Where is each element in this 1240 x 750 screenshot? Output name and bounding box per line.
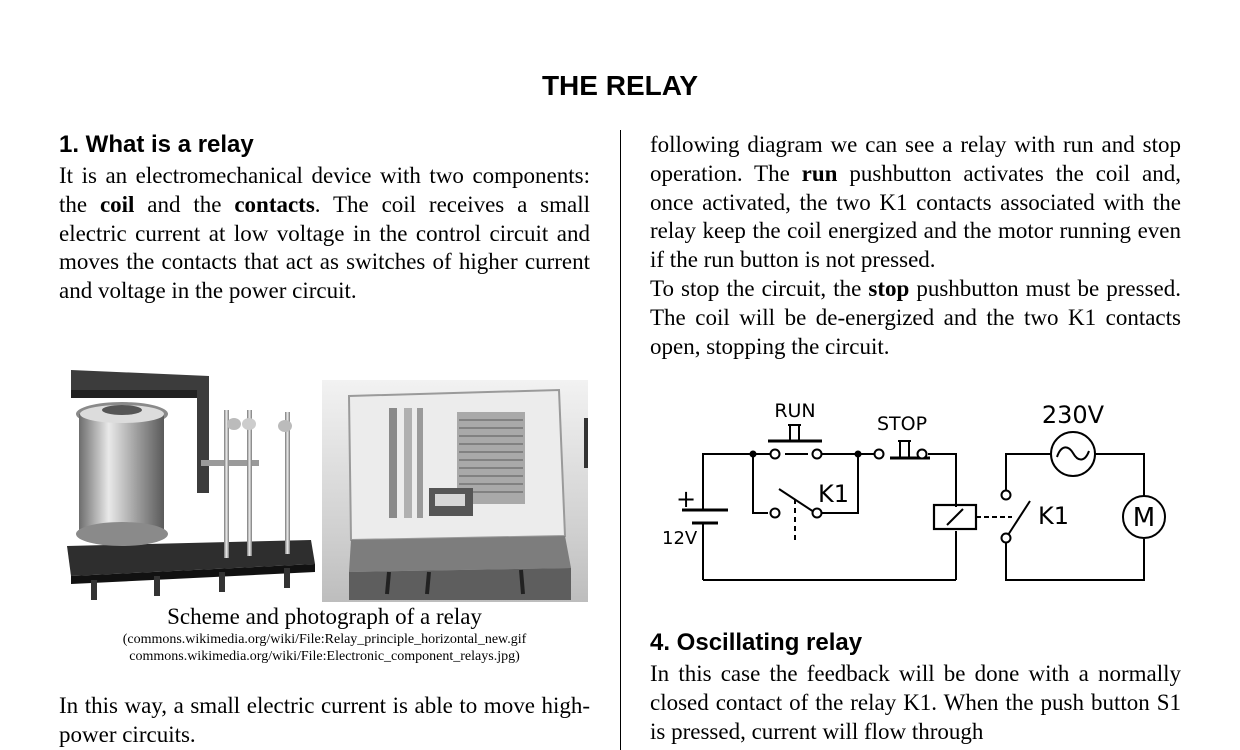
relay-scheme-drawing — [67, 370, 315, 600]
term-coil: coil — [99, 191, 135, 217]
term-run: run — [801, 160, 838, 186]
figure-caption-title: Scheme and photograph of a relay — [167, 604, 482, 629]
relay-photograph — [322, 380, 588, 602]
relay-illustrations — [59, 368, 590, 604]
oscillating-relay-paragraph: In this case the feedback will be done with a normally closed contact of the relay K1. When the push button S1 is pressed, current will flow through — [650, 661, 1181, 744]
intro-paragraph: It is an electromechanical device with two components: the coil and the contacts. The coil receives a small electric current at low voltage in the control circuit and moves the contacts that act as switches of higher current and voltage in the power circuit. — [59, 163, 590, 304]
section-heading-what-is-a-relay: 1. What is a relay — [59, 131, 254, 158]
term-stop: stop — [868, 275, 910, 301]
figure-credit-line-1: (commons.wikimedia.org/wiki/File:Relay_principle_horizontal_new.gif — [122, 632, 527, 647]
circuit-diagram — [650, 395, 1181, 595]
run-stop-paragraph: following diagram we can see a relay with run and stop operation. The run pushbutton activates the coil and, once activated, the two K1 contacts associated with the relay keep the coil energized and the motor running even if the run button is not pressed. — [650, 132, 1181, 273]
motor-label: M — [1132, 503, 1156, 533]
supply-voltage-label: 230V — [1041, 401, 1105, 429]
right-column — [650, 131, 1181, 361]
battery-voltage-label: 12V — [662, 528, 698, 549]
figure-caption — [59, 603, 590, 665]
relay-figure — [59, 368, 590, 604]
section-heading-oscillating-relay: 4. Oscillating relay — [650, 629, 863, 656]
section-oscillating-relay — [650, 626, 1181, 746]
left-bottom-paragraph: In this way, a small electric current is able to move high-power circuits. — [59, 693, 590, 747]
stop-button-label: STOP — [876, 413, 928, 435]
holding-contact-label: K1 — [818, 480, 850, 508]
stop-paragraph: To stop the circuit, the stop pushbutton must be pressed. The coil will be de-energized and the two K1 contacts open, stopping the circuit. — [650, 275, 1181, 359]
column-divider — [620, 130, 621, 750]
left-column — [59, 128, 590, 306]
term-contacts: contacts — [234, 191, 315, 217]
battery-plus-label: + — [676, 485, 697, 513]
run-stop-circuit — [650, 395, 1181, 595]
figure-credit-line-2: commons.wikimedia.org/wiki/File:Electronic_component_relays.jpg) — [129, 649, 520, 664]
power-contact-label: K1 — [1038, 502, 1070, 530]
page-title: THE RELAY — [541, 70, 699, 101]
left-bottom-text — [59, 692, 590, 750]
run-button-label: RUN — [774, 400, 816, 422]
